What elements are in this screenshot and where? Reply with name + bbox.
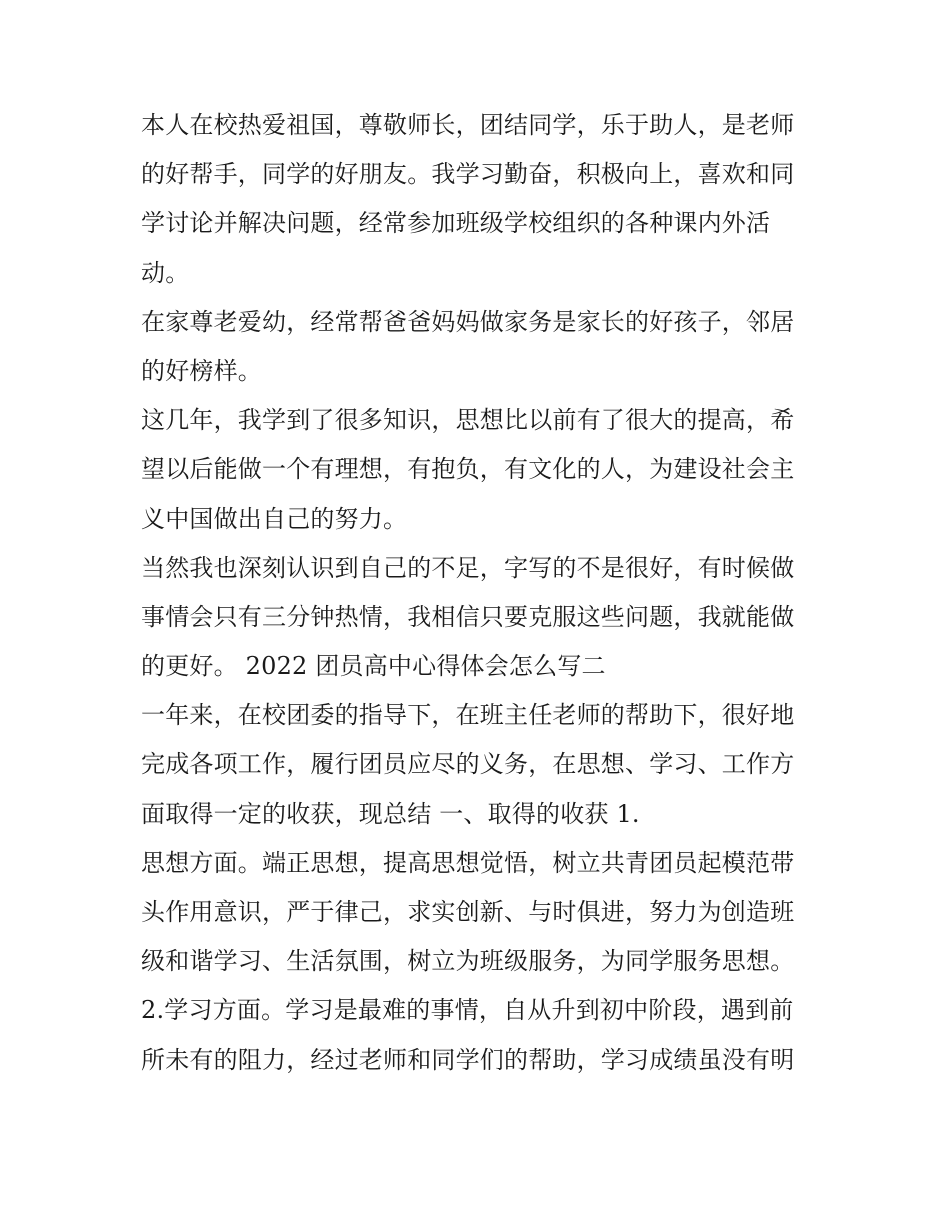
text-line: 思想方面。端正思想，提高思想觉悟，树立共青团员起模范带 (141, 848, 795, 877)
text-line: 所未有的阻力，经过老师和同学们的帮助，学习成绩虽没有明 (141, 1045, 795, 1074)
text-line: 2.学习方面。学习是最难的事情，自从升到初中阶段，遇到前 (141, 996, 794, 1025)
text-line: 的更好。 2022 团员高中心得体会怎么写二 (141, 652, 606, 681)
text-line: 这几年，我学到了很多知识，思想比以前有了很大的提高，希 (141, 406, 795, 435)
text-line: 的好榜样。 (141, 356, 262, 385)
text-line: 的好帮手，同学的好朋友。我学习勤奋，积极向上，喜欢和同 (141, 160, 795, 189)
document-body (141, 101, 821, 1085)
text-line: 面取得一定的收获，现总结 一、取得的收获 1. (141, 799, 640, 828)
text-line: 一年来，在校团委的指导下，在班主任老师的帮助下，很好地 (141, 701, 795, 730)
text-line: 在家尊老爱幼，经常帮爸爸妈妈做家务是家长的好孩子，邻居 (141, 307, 795, 336)
text-line: 学讨论并解决问题，经常参加班级学校组织的各种课内外活 (141, 209, 771, 238)
text-line: 事情会只有三分钟热情，我相信只要克服这些问题，我就能做 (141, 602, 795, 631)
text-line: 头作用意识，严于律己，求实创新、与时俱进，努力为创造班 (141, 898, 795, 926)
text-line: 当然我也深刻认识到自己的不足，字写的不是很好，有时候做 (141, 553, 795, 582)
text-line: 动。 (141, 258, 190, 287)
text-line: 望以后能做一个有理想，有抱负，有文化的人，为建设社会主 (141, 455, 795, 484)
text-line: 本人在校热爱祖国，尊敬师长，团结同学，乐于助人，是老师 (141, 111, 795, 139)
text-line: 完成各项工作，履行团员应尽的义务，在思想、学习、工作方 (141, 750, 795, 779)
text-line: 义中国做出自己的努力。 (141, 504, 408, 533)
text-line: 级和谐学习、生活氛围，树立为班级服务，为同学服务思想。 (141, 947, 795, 976)
